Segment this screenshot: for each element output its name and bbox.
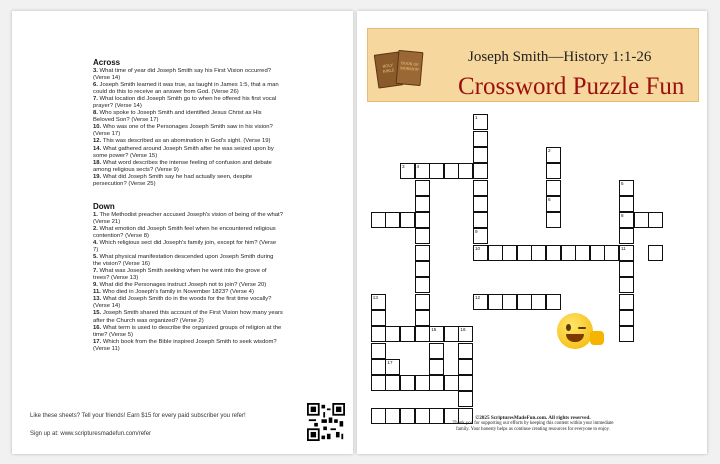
grid-cell[interactable]	[546, 180, 561, 196]
clue-number: 16	[460, 327, 466, 333]
clue-across-0: 3. What time of year did Joseph Smith say his First Vision occurred? (Verse 14)	[93, 68, 272, 82]
grid-cell[interactable]	[371, 326, 386, 342]
grid-cell[interactable]	[415, 212, 430, 228]
grid-cell[interactable]	[619, 326, 634, 342]
referral-promo: Like these sheets? Tell your friends! Earn $15 for every paid subscriber you refer!	[30, 413, 246, 419]
book-of-mormon-icon: BOOK OF MORMON	[396, 50, 424, 86]
clue-number: 10	[475, 245, 481, 251]
clue-number: 2	[548, 147, 551, 153]
grid-cell[interactable]	[648, 245, 663, 261]
grid-cell[interactable]	[473, 294, 488, 310]
grid-cell[interactable]	[546, 163, 561, 179]
grid-cell[interactable]	[502, 294, 517, 310]
grid-cell[interactable]	[429, 326, 444, 342]
grid-cell[interactable]	[473, 180, 488, 196]
grid-cell[interactable]	[415, 180, 430, 196]
clue-down-8: 15. Joseph Smith shared this account of the First Vision how many years after the Church was organized? (Verse 2)	[93, 310, 283, 324]
grid-cell[interactable]	[590, 245, 605, 261]
grid-cell[interactable]	[415, 196, 430, 212]
grid-cell[interactable]	[429, 343, 444, 359]
grid-cell[interactable]	[415, 294, 430, 310]
clue-across-8: 19. What did Joseph Smith say he had actually seen, despite persecution? (Verse 25)	[93, 173, 253, 187]
grid-cell[interactable]	[546, 147, 561, 163]
grid-cell[interactable]	[371, 359, 386, 375]
grid-cell[interactable]	[546, 294, 561, 310]
clue-down-0: 1. The Methodist preacher accused Joseph's vision of being of the what? (Verse 21)	[93, 211, 283, 225]
title-banner	[367, 28, 699, 102]
grid-cell[interactable]	[371, 343, 386, 359]
grid-cell[interactable]	[444, 326, 459, 342]
grid-cell[interactable]	[619, 212, 634, 228]
grid-cell[interactable]	[531, 294, 546, 310]
grid-cell[interactable]	[473, 245, 488, 261]
puzzle-page	[357, 11, 707, 454]
grid-cell[interactable]	[458, 163, 473, 179]
clue-across-7: 18. What word describes the intense feeling of confusion and debate among religious sects? (Verse 9)	[93, 159, 272, 173]
grid-cell[interactable]	[415, 326, 430, 342]
grid-cell[interactable]	[385, 408, 400, 424]
grid-cell[interactable]	[473, 228, 488, 244]
grid-cell[interactable]	[429, 359, 444, 375]
grid-cell[interactable]	[619, 196, 634, 212]
grid-cell[interactable]	[371, 310, 386, 326]
grid-cell[interactable]	[415, 228, 430, 244]
grid-cell[interactable]	[415, 375, 430, 391]
grid-cell[interactable]	[429, 375, 444, 391]
puzzle-title: Crossword Puzzle Fun	[458, 73, 685, 100]
grid-cell[interactable]	[400, 408, 415, 424]
clue-across-3: 8. Who spoke to Joseph Smith and identified Jesus Christ as His Beloved Son? (Verse 17)	[93, 110, 262, 124]
grid-cell[interactable]	[531, 245, 546, 261]
grid-cell[interactable]	[385, 212, 400, 228]
clue-number: 8	[621, 213, 624, 219]
grid-cell[interactable]	[415, 310, 430, 326]
grid-cell[interactable]	[619, 228, 634, 244]
grid-cell[interactable]	[415, 163, 430, 179]
clue-number: 4	[416, 164, 420, 170]
grid-cell[interactable]	[517, 245, 532, 261]
grid-cell[interactable]	[458, 343, 473, 359]
clue-number: 15	[431, 327, 437, 333]
grid-cell[interactable]	[473, 131, 488, 147]
grid-cell[interactable]	[473, 212, 488, 228]
clue-down-9: 16. What term is used to describe the organized groups of religion at the time? (Verse 5)	[93, 324, 282, 338]
grid-cell[interactable]	[458, 326, 473, 342]
grid-cell[interactable]	[415, 245, 430, 261]
clue-down-2: 4. Which religious sect did Joseph's family join, except for him? (Verse 7)	[93, 239, 277, 254]
grid-cell[interactable]	[473, 196, 488, 212]
grid-cell[interactable]	[561, 245, 576, 261]
down-heading: Down	[93, 201, 115, 211]
clue-down-3: 5. What physical manifestation descended upon Joseph Smith during the vision? (Verse 16)	[93, 254, 274, 268]
referral-link[interactable]: Sign up at: www.scripturesmadefun.com/refer	[30, 431, 152, 437]
grid-cell[interactable]	[517, 294, 532, 310]
grid-cell[interactable]	[619, 261, 634, 277]
grid-cell[interactable]	[385, 359, 400, 375]
clue-across-5: 12. This was described as an abomination in God's sight. (Verse 19)	[93, 138, 271, 145]
grid-cell[interactable]	[619, 310, 634, 326]
grid-cell[interactable]	[385, 375, 400, 391]
down-clues	[93, 212, 283, 353]
clue-number: 12	[475, 294, 481, 300]
clues-list	[93, 58, 283, 353]
clue-down-1: 2. What emotion did Joseph Smith feel when he encountered religious contention? (Verse 8)	[93, 225, 276, 239]
grid-cell[interactable]	[473, 147, 488, 163]
puzzle-subtitle: Joseph Smith—History 1:1-26	[468, 49, 652, 65]
clue-down-4: 7. What was Joseph Smith seeking when he went into the grove of trees? (Verse 13)	[93, 268, 267, 282]
grid-cell[interactable]	[488, 294, 503, 310]
grid-cell[interactable]	[371, 408, 386, 424]
grid-cell[interactable]	[634, 212, 649, 228]
grid-cell[interactable]	[415, 261, 430, 277]
grid-cell[interactable]	[444, 375, 459, 391]
grid-cell[interactable]	[385, 326, 400, 342]
grid-cell[interactable]	[619, 294, 634, 310]
grid-cell[interactable]	[371, 375, 386, 391]
grid-cell[interactable]	[502, 245, 517, 261]
grid-cell[interactable]	[619, 245, 634, 261]
grid-cell[interactable]	[400, 326, 415, 342]
grid-cell[interactable]	[546, 196, 561, 212]
grid-cell[interactable]	[575, 245, 590, 261]
across-heading: Across	[93, 58, 121, 67]
grid-cell[interactable]	[458, 359, 473, 375]
clue-across-4: 10. Who was one of the Personages Joseph Smith saw in his vision? (Verse 17)	[93, 124, 273, 138]
clue-number: 1	[475, 115, 478, 121]
clue-down-10: 17. Which book from the Bible inspired Joseph Smith to seek wisdom? (Verse 11)	[93, 338, 277, 352]
grid-cell[interactable]	[444, 163, 459, 179]
clue-across-6: 14. What gathered around Joseph Smith after he was seized upon by some power? (Verse 15)	[93, 145, 274, 159]
grid-cell[interactable]	[458, 375, 473, 391]
grid-cell[interactable]	[648, 212, 663, 228]
grid-cell[interactable]	[473, 163, 488, 179]
grid-cell[interactable]	[429, 163, 444, 179]
grid-cell[interactable]	[488, 245, 503, 261]
clue-number: 13	[372, 294, 378, 300]
grid-cell[interactable]	[546, 245, 561, 261]
grid-cell[interactable]	[371, 212, 386, 228]
grid-cell[interactable]	[546, 212, 561, 228]
grid-cell[interactable]	[371, 294, 386, 310]
qr-code-icon	[307, 403, 345, 441]
clue-number: 9	[475, 229, 478, 235]
thumbs-up-icon	[590, 331, 604, 345]
clue-across-2: 7. What location did Joseph Smith go to when he offered his first vocal prayer? (Verse 14)	[93, 96, 277, 110]
grid-cell[interactable]	[400, 163, 415, 179]
clue-down-6: 11. Who died in Joseph's family in November 1823? (Verse 4)	[93, 289, 254, 296]
clue-number: 3	[402, 164, 405, 170]
clues-page	[12, 11, 353, 454]
grid-cell[interactable]	[604, 245, 619, 261]
grid-cell[interactable]	[415, 277, 430, 293]
clue-down-7: 13. What did Joseph Smith do in the woods for the first time vocally? (Verse 14)	[93, 296, 272, 310]
winking-emoji-icon	[557, 313, 593, 349]
grid-cell[interactable]	[473, 114, 488, 130]
clue-number: 11	[621, 245, 626, 251]
grid-cell[interactable]	[619, 180, 634, 196]
grid-cell[interactable]	[400, 212, 415, 228]
clue-number: 5	[621, 180, 624, 186]
clue-number: 6	[548, 196, 551, 202]
clue-across-1: 6. Joseph Smith learned it was true, as taught in James 1:5, that a man could do this to receive an answer from God. (Verse 26)	[93, 82, 279, 96]
copyright-notice: ©2025 ScripturesMadeFun.com. All rights reserved. Thank you for supporting our efforts by keeping this content within your immediate family. Your honesty helps us continue creating resources for everyone to enjoy.	[452, 415, 614, 432]
across-clues	[93, 68, 283, 188]
clue-number: 17	[387, 359, 393, 365]
grid-cell[interactable]	[400, 375, 415, 391]
grid-cell[interactable]	[458, 391, 473, 407]
bible-book-icon: HOLY BIBLE	[374, 51, 403, 88]
clue-down-5: 9. What did the Personages instruct Joseph not to join? (Verse 20)	[93, 282, 267, 289]
grid-cell[interactable]	[619, 277, 634, 293]
